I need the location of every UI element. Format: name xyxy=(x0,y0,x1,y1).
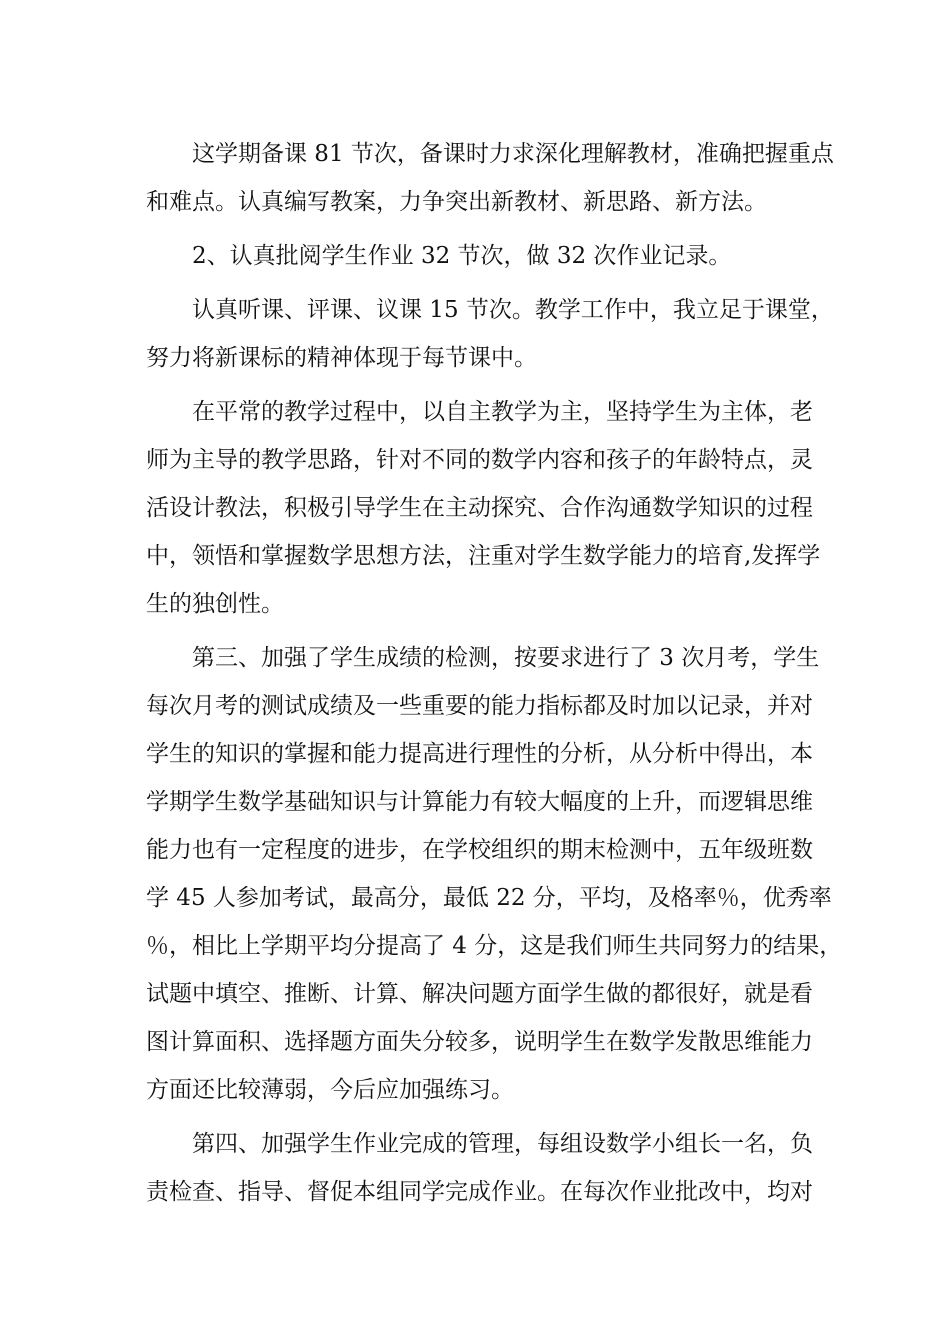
paragraph-fourth-homework xyxy=(146,1120,816,1216)
text-line: 学生的知识的掌握和能力提高进行理性的分析，从分析中得出，本 xyxy=(146,741,813,767)
paragraph-class-observation xyxy=(146,286,834,382)
text-line: 认真听课、评课、议课 15 节次。教学工作中，我立足于课堂， xyxy=(192,297,834,323)
paragraph-homework-grading xyxy=(146,232,816,280)
text-line: 师为主导的教学思路，针对不同的数学内容和孩子的年龄特点，灵 xyxy=(146,447,813,473)
text-line: 第三、加强了学生成绩的检测，按要求进行了 3 次月考，学生 xyxy=(192,645,820,671)
text-line: 和难点。认真编写教案，力争突出新教材、新思路、新方法。 xyxy=(146,189,767,215)
text-line: ％，相比上学期平均分提高了 4 分，这是我们师生共同努力的结果， xyxy=(146,933,843,959)
text-line: 试题中填空、推断、计算、解决问题方面学生做的都很好，就是看 xyxy=(146,981,813,1007)
text-line: 中，领悟和掌握数学思想方法，注重对学生数学能力的培育,发挥学 xyxy=(146,543,821,569)
text-line: 生的独创性。 xyxy=(146,591,284,617)
text-line: 学 45 人参加考试，最高分，最低 22 分，平均，及格率％，优秀率 xyxy=(146,885,832,911)
document-body xyxy=(146,130,843,1216)
text-line: 努力将新课标的精神体现于每节课中。 xyxy=(146,345,537,371)
text-line: 第四、加强学生作业完成的管理，每组设数学小组长一名，负 xyxy=(192,1131,813,1157)
text-line: 2、认真批阅学生作业 32 节次，做 32 次作业记录。 xyxy=(192,243,732,269)
text-line: 活设计教法，积极引导学生在主动探究、合作沟通数学知识的过程 xyxy=(146,495,813,521)
text-line: 学期学生数学基础知识与计算能力有较大幅度的上升，而逻辑思维 xyxy=(146,789,813,815)
paragraph-lesson-prep xyxy=(146,130,834,226)
text-line: 这学期备课 81 节次，备课时力求深化理解教材，准确把握重点 xyxy=(192,141,834,167)
text-line: 责检查、指导、督促本组同学完成作业。在每次作业批改中，均对 xyxy=(146,1179,813,1205)
text-line: 在平常的教学过程中，以自主教学为主，坚持学生为主体，老 xyxy=(192,399,813,425)
text-line: 方面还比较薄弱，今后应加强练习。 xyxy=(146,1077,514,1103)
text-line: 能力也有一定程度的进步，在学校组织的期末检测中，五年级班数 xyxy=(146,837,813,863)
text-line: 图计算面积、选择题方面失分较多，说明学生在数学发散思维能力 xyxy=(146,1029,813,1055)
paragraph-third-testing xyxy=(146,634,843,1114)
text-line: 每次月考的测试成绩及一些重要的能力指标都及时加以记录，并对 xyxy=(146,693,813,719)
paragraph-teaching-process xyxy=(146,388,821,628)
